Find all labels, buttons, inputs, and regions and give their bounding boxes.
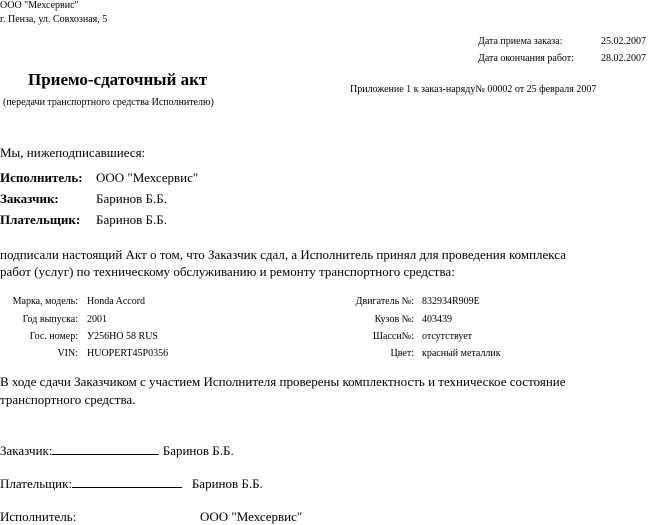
- body-value: 403439: [422, 314, 452, 325]
- engine-value: 832934R909E: [422, 296, 480, 307]
- year-value: 2001: [87, 314, 107, 325]
- signature-customer-label: Заказчик:: [0, 443, 53, 458]
- statement-line-1: подписали настоящий Акт о том, что Заказчик сдал, а Исполнитель принял для проведения комплекса: [0, 247, 566, 262]
- vin-label: VIN:: [57, 348, 78, 359]
- company-address: г. Пенза, ул. Совхозная, 5: [0, 14, 108, 25]
- finish-date-label: Дата окончания работ:: [478, 53, 574, 64]
- inspection-line-2: транспортного средства.: [0, 392, 136, 407]
- statement-line-2: работ (услуг) по техническому обслуживанию и ремонту транспортного средства:: [0, 264, 455, 279]
- chassis-value: отсутствует: [422, 331, 473, 342]
- signature-customer: [0, 443, 234, 459]
- accept-date-value: 25.02.2007: [601, 36, 646, 47]
- vin-value: HUOPERT45P0356: [87, 348, 169, 359]
- payer-label: Плательщик:: [0, 212, 81, 227]
- customer-value: Баринов Б.Б.: [96, 191, 167, 206]
- signature-payer-line: [72, 476, 182, 488]
- signature-customer-line: [52, 443, 159, 455]
- make-value: Honda Accord: [87, 296, 146, 307]
- inspection-line-1: В ходе сдачи Заказчиком с участием Исполнителя проверены комплектность и техническое состояние: [0, 374, 566, 389]
- customer-label: Заказчик:: [0, 191, 59, 206]
- chassis-label: Шасси№:: [372, 331, 414, 342]
- make-label: Марка, модель:: [12, 296, 78, 307]
- year-label: Год выпуска:: [22, 314, 78, 325]
- company-name: ООО "Мехсервис": [0, 0, 79, 11]
- signature-payer-label: Плательщик:: [0, 476, 73, 491]
- color-value: красный металлик: [422, 348, 501, 359]
- document-subtitle: (передачи транспортного средства Исполнителю): [3, 97, 214, 108]
- signature-customer-name: Баринов Б.Б.: [162, 443, 234, 458]
- document-title: Приемо-сдаточный акт: [28, 70, 208, 89]
- plate-label: Гос. номер:: [29, 331, 78, 342]
- accept-date-label: Дата приема заказа:: [478, 36, 563, 47]
- executor-value: ООО "Мехсервис": [96, 170, 199, 185]
- intro-text: Мы, нижеподписавшиеся:: [0, 145, 146, 160]
- engine-label: Двигатель №:: [355, 296, 414, 307]
- signature-executor-label: Исполнитель:: [0, 509, 77, 524]
- signature-executor-name: ООО "Мехсервис": [200, 509, 303, 524]
- signature-payer-name: Баринов Б.Б.: [191, 476, 263, 491]
- body-label: Кузов №:: [374, 314, 414, 325]
- plate-value: У256НО 58 RUS: [87, 331, 158, 342]
- payer-value: Баринов Б.Б.: [96, 212, 167, 227]
- appendix-reference: Приложение 1 к заказ-наряду№ 00002 от 25 февраля 2007: [350, 84, 597, 95]
- executor-label: Исполнитель:: [0, 170, 83, 185]
- color-label: Цвет:: [390, 348, 414, 359]
- signature-payer: [0, 476, 263, 492]
- finish-date-value: 28.02.2007: [601, 53, 646, 64]
